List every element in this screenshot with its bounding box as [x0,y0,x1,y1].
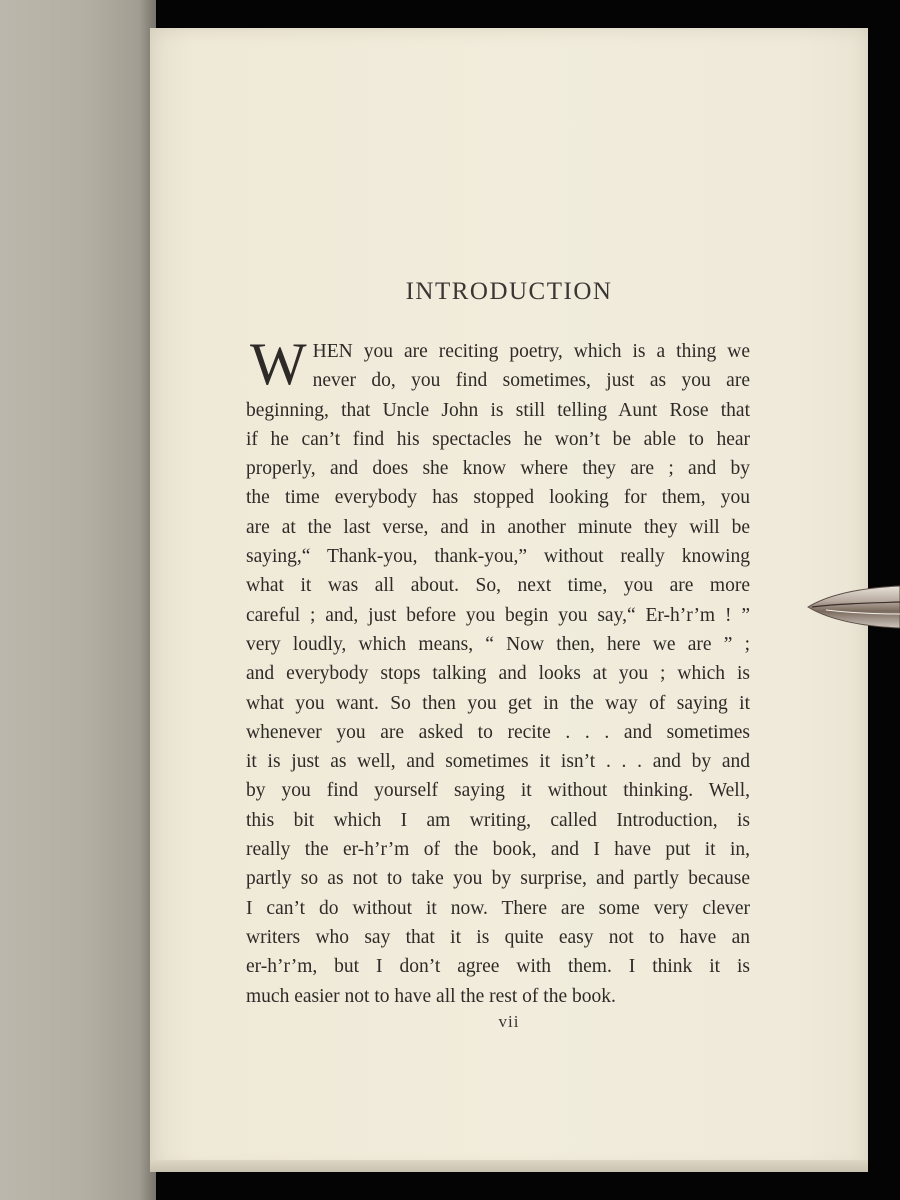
text-line-15: it is just as well, and sometimes it isn’t . . . and by and [246,751,750,773]
text-line-18: really the er-h’r’m of the book, and I have put it in, [246,839,750,861]
text-line-4: if he can’t find his spectacles he won’t be able to hear [246,428,750,450]
drop-cap: W [250,331,307,397]
text-line-21: writers who say that it is quite easy not to have an [246,926,750,948]
text-line-17: this bit which I am writing, called Introduction, is [246,809,750,831]
text-line-13: what you want. So then you get in the way of saying it [246,692,750,714]
metal-pen-nib-icon [806,584,900,630]
page-edge [150,1160,868,1172]
page-number: vii [498,1012,520,1031]
text-line-20: I can’t do without it now. There are some very clever [246,897,750,919]
text-line-9: what it was all about. So, next time, you are more [246,575,750,597]
left-page [0,0,156,1200]
text-line-12: and everybody stops talking and looks at you ; which is [246,663,750,685]
text-line-22: er-h’r’m, but I don’t agree with them. I think it is [246,956,750,978]
introduction-text [246,331,750,1011]
text-line-10: careful ; and, just before you begin you say,“ Er-h’r’m ! ” [246,604,750,626]
text-line-11: very loudly, which means, “ Now then, here we are ” ; [246,633,750,655]
text-line-5: properly, and does she know where they are ; and by [246,458,750,480]
text-line-14: whenever you are asked to recite . . . and sometimes [246,721,750,743]
text-line-8: saying,“ Thank-you, thank-you,” without really knowing [246,546,750,568]
text-line-2: never do, you find sometimes, just as you are [312,370,750,392]
text-line-19: partly so as not to take you by surprise, and partly because [246,868,750,890]
text-line-7: are at the last verse, and in another minute they will be [246,516,750,538]
text-line-23: much easier not to have all the rest of the book. [246,985,616,1007]
text-line-16: by you find yourself saying it without thinking. Well, [246,780,750,802]
page-title: INTRODUCTION [405,278,613,305]
text-line-6: the time everybody has stopped looking for them, you [246,487,750,509]
text-line-1: HEN you are reciting poetry, which is a thing we [312,341,750,362]
text-line-3: beginning, that Uncle John is still telling Aunt Rose that [246,399,750,421]
